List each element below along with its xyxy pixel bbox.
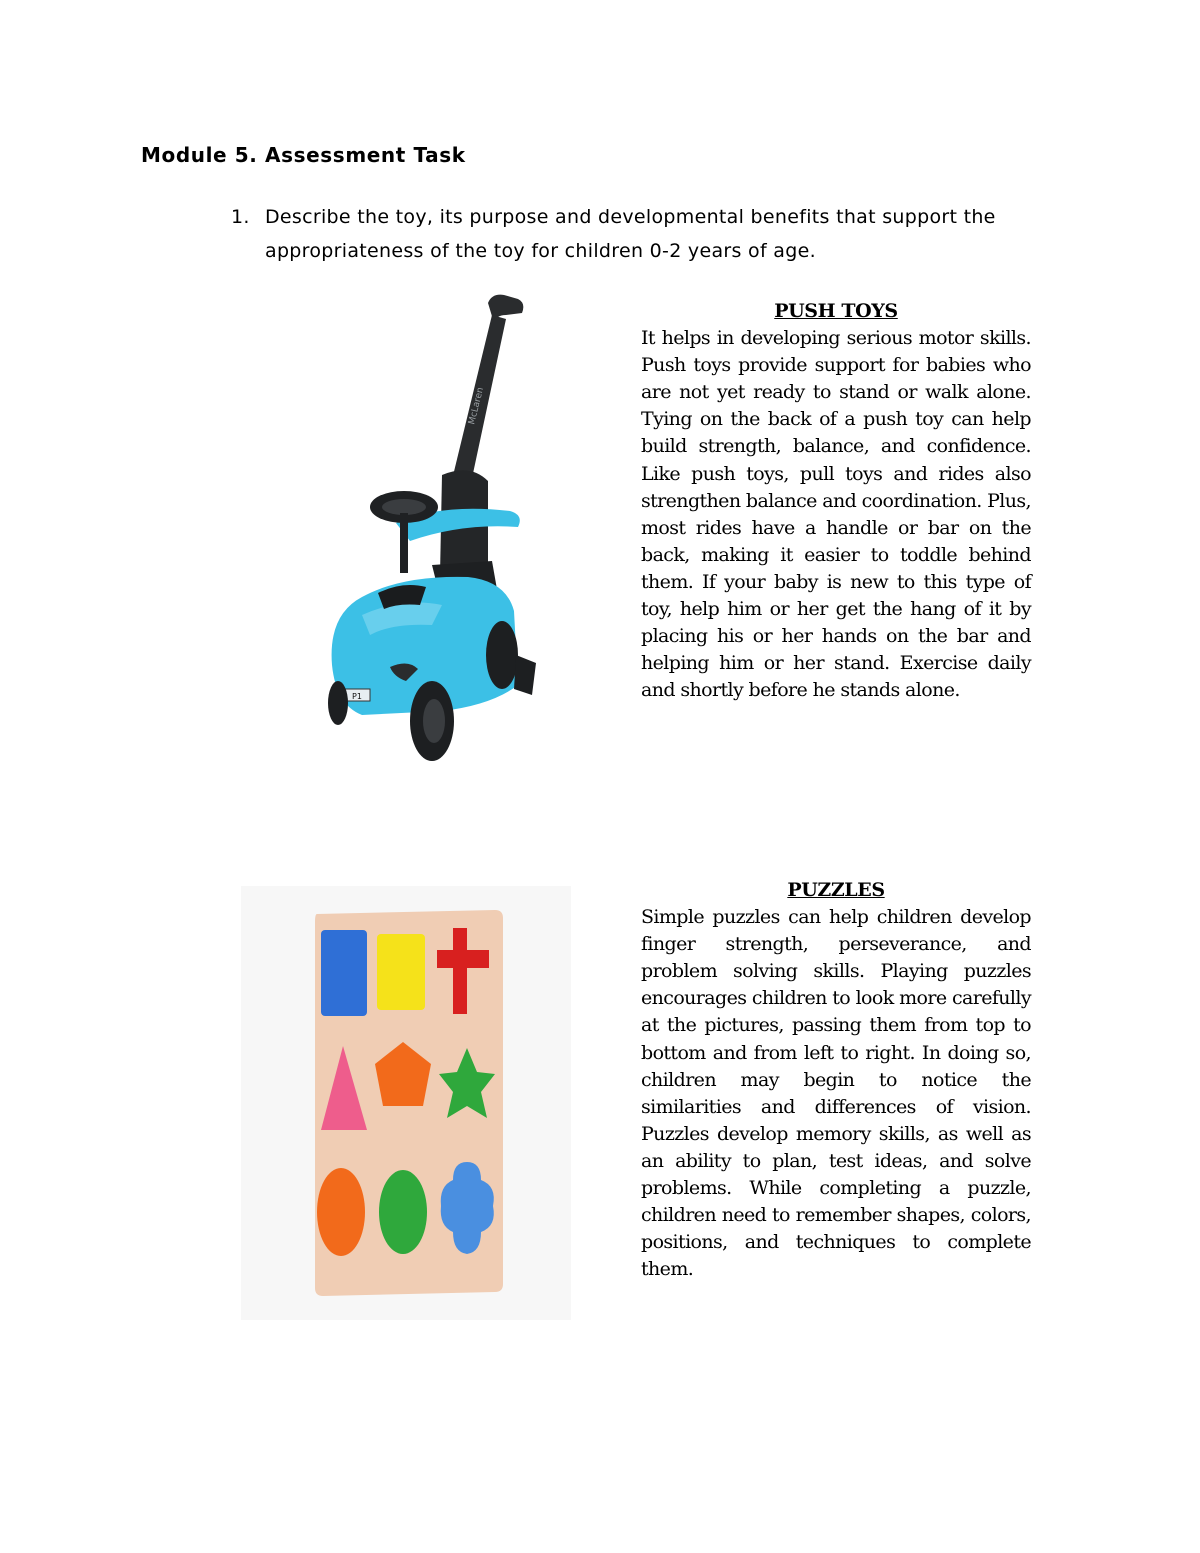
puzzles-title: PUZZLES <box>787 879 885 901</box>
push-toys-section <box>641 298 1031 704</box>
push-toy-car-image <box>292 275 564 775</box>
push-toy-car-illustration <box>292 275 564 775</box>
question-text: Describe the toy, its purpose and developmental benefits that support the appropriateness of the toy for children 0-2 years of age. <box>265 206 996 262</box>
puzzles-section <box>641 877 1031 1283</box>
shape-puzzle-image <box>241 886 571 1320</box>
question-number: 1. <box>231 206 250 228</box>
handle-brand-label: McLaren <box>467 386 487 426</box>
shape-puzzle-illustration <box>241 886 571 1320</box>
push-toys-title: PUSH TOYS <box>774 300 898 322</box>
puzzles-description: Simple puzzles can help children develop finger strength, perseverance, and problem solving skills. Playing puzzles encourages children to look more carefully at the pictures, passing them from top to bottom and from left to right. In doing so, children may begin to notice the similarities and differences of vision. Puzzles develop memory skills, as well as an ability to plan, test ideas, and solve problems. While completing a puzzle, children need to remember shapes, colors, positions, and techniques to complete them. <box>641 906 1031 1281</box>
car-plate-label: P1 <box>352 692 362 701</box>
page-heading: Module 5. Assessment Task <box>141 143 466 167</box>
push-toys-description: It helps in developing serious motor skills. Push toys provide support for babies who are not yet ready to stand or walk alone. Tying on the back of a push toy can help build strength, balance, and confidence. Like push toys, pull toys and rides also strengthen balance and coordination. Plus, most rides have a handle or bar on the back, making it easier to toddle behind them. If your baby is new to this type of toy, help him or her get the hang of it by placing his or her hands on the bar and helping him or her stand. Exercise daily and shortly before he stands alone. <box>641 327 1031 702</box>
question-item <box>231 200 1051 268</box>
